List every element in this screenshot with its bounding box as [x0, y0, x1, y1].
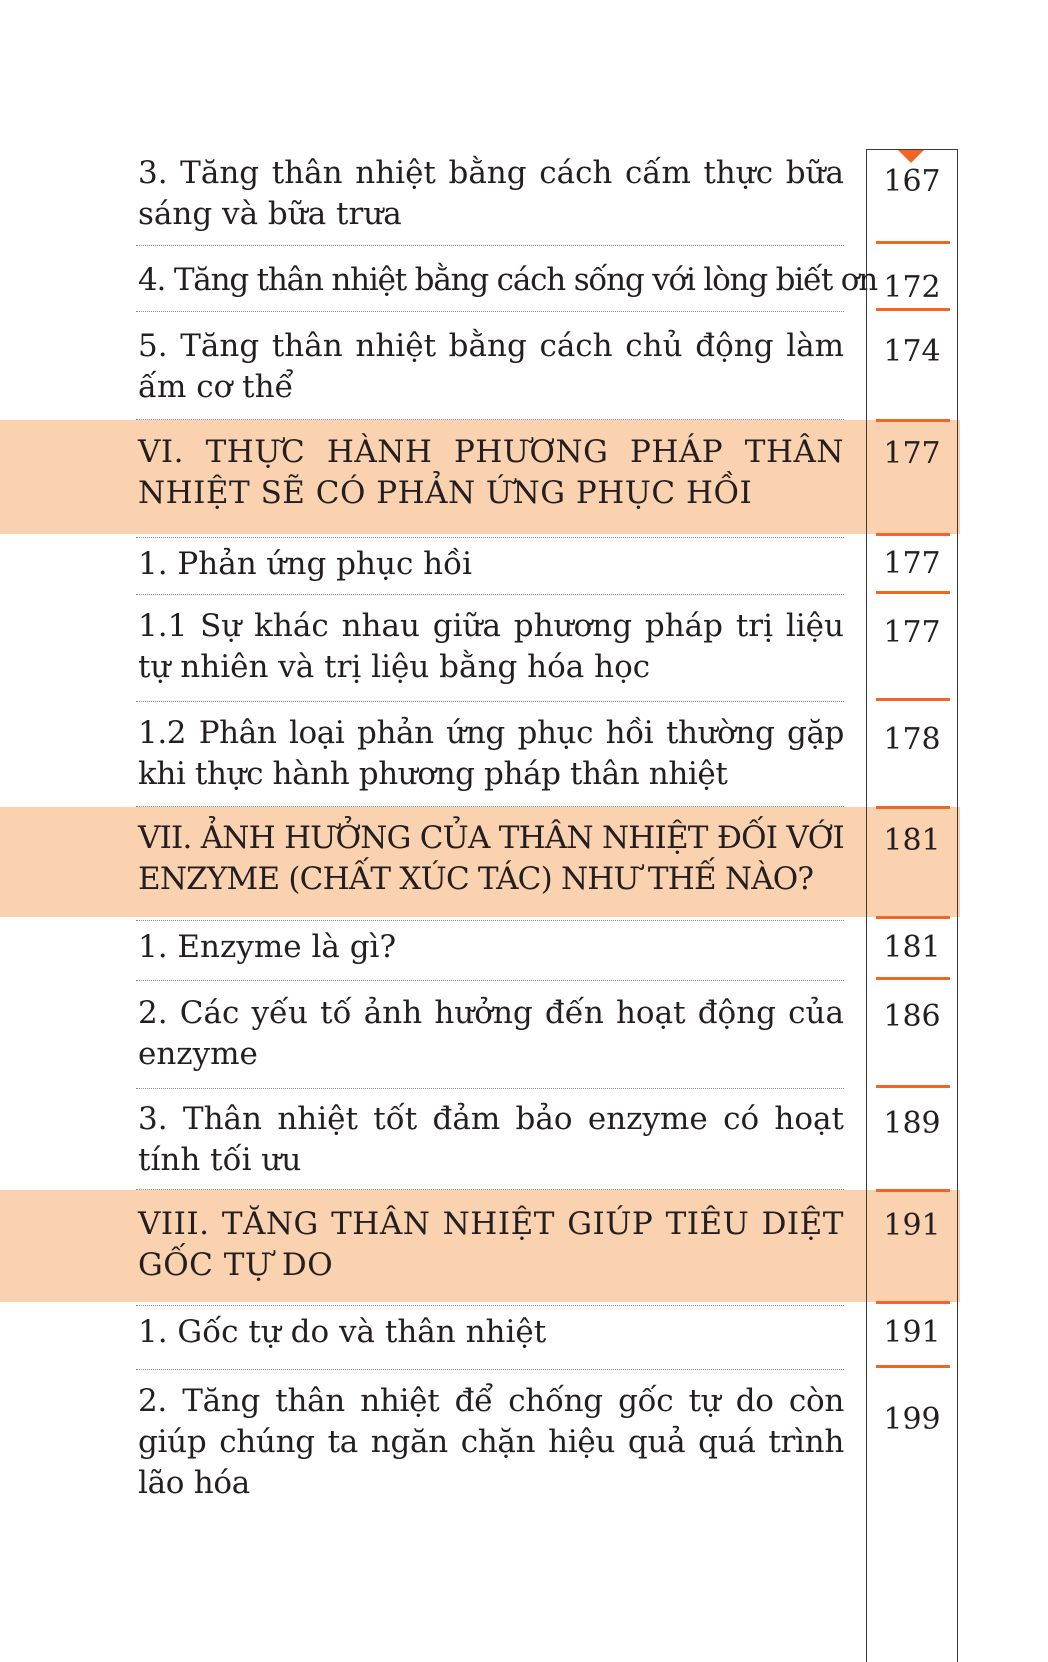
toc-entry[interactable]	[138, 1381, 844, 1504]
entry-divider	[136, 245, 844, 246]
toc-section[interactable]	[138, 432, 844, 514]
toc-entry-page[interactable]: 172	[883, 270, 941, 305]
page-divider	[876, 916, 950, 919]
toc-section[interactable]	[138, 1204, 844, 1286]
entry-divider	[136, 537, 844, 538]
page-divider	[876, 241, 950, 244]
toc-entry[interactable]	[138, 993, 844, 1075]
page-divider	[876, 1365, 950, 1368]
toc-entry-page[interactable]: 199	[883, 1402, 941, 1437]
toc-entry-title: 5. Tăng thân nhiệt bằng cách chủ động làm ấm cơ thể	[138, 328, 844, 405]
page-divider	[876, 308, 950, 311]
toc-section-title: VII. ẢNH HƯỞNG CỦA THÂN NHIỆT ĐỐI VỚI ENZYME (CHẤT XÚC TÁC) NHƯ THẾ NÀO?	[138, 820, 844, 897]
toc-entry-title: 3. Tăng thân nhiệt bằng cách cấm thực bữa sáng và bữa trưa	[138, 155, 844, 232]
toc-entry-title: 1. Phản ứng phục hồi	[138, 546, 473, 582]
toc-entry[interactable]	[138, 326, 844, 408]
page-divider	[876, 806, 950, 809]
page-divider	[876, 1301, 950, 1304]
toc-entry[interactable]	[138, 606, 844, 688]
toc-entry[interactable]	[138, 1312, 844, 1353]
toc-entry-page[interactable]: 177	[883, 436, 941, 471]
toc-entry-title: 2. Các yếu tố ảnh hưởng đến hoạt động của enzyme	[138, 995, 844, 1072]
toc-entry-page[interactable]: 177	[883, 546, 941, 581]
toc-entry[interactable]	[138, 260, 877, 301]
entry-divider	[136, 1088, 844, 1089]
page-divider	[876, 698, 950, 701]
entry-divider	[136, 1305, 844, 1306]
page-divider	[876, 977, 950, 980]
toc-entry[interactable]	[138, 1099, 844, 1181]
toc-entry[interactable]	[138, 927, 844, 968]
toc-entry-page[interactable]: 181	[883, 930, 941, 965]
toc-entry-page[interactable]: 174	[883, 334, 941, 369]
toc-entry-page[interactable]: 181	[883, 823, 941, 858]
toc-entry-title: 1.1 Sự khác nhau giữa phương pháp trị liệu tự nhiên và trị liệu bằng hóa học	[138, 608, 844, 685]
page-divider	[876, 533, 950, 536]
entry-divider	[136, 920, 844, 921]
toc-entry-page[interactable]: 167	[883, 164, 941, 199]
toc-section-title: VI. THỰC HÀNH PHƯƠNG PHÁP THÂN NHIỆT SẼ CÓ PHẢN ỨNG PHỤC HỒI	[138, 434, 844, 511]
entry-divider	[136, 701, 844, 702]
entry-divider	[136, 594, 844, 595]
toc-entry[interactable]	[138, 544, 844, 585]
entry-divider	[136, 311, 844, 312]
toc-entry-page[interactable]: 177	[883, 615, 941, 650]
toc-entry-title: 3. Thân nhiệt tốt đảm bảo enzyme có hoạt tính tối ưu	[138, 1101, 844, 1178]
toc-entry-title: 1. Enzyme là gì?	[138, 929, 397, 965]
toc-entry-page[interactable]: 189	[883, 1106, 941, 1141]
toc-entry-page[interactable]: 186	[883, 999, 941, 1034]
entry-divider	[136, 1369, 844, 1370]
chevron-down-icon	[898, 150, 924, 163]
toc-entry-page[interactable]: 191	[883, 1208, 941, 1243]
page-divider	[876, 1189, 950, 1192]
toc-entry[interactable]	[138, 153, 844, 235]
entry-divider	[136, 419, 844, 420]
entry-divider	[136, 980, 844, 981]
toc-section-title: VIII. TĂNG THÂN NHIỆT GIÚP TIÊU DIỆT GỐC TỰ DO	[138, 1206, 844, 1283]
toc-entry-title: 1. Gốc tự do và thân nhiệt	[138, 1314, 547, 1350]
page-divider	[876, 1085, 950, 1088]
toc-entry-title: 1.2 Phân loại phản ứng phục hồi thường gặp khi thực hành phương pháp thân nhiệt	[138, 715, 844, 792]
toc-entry[interactable]	[138, 713, 844, 795]
page-divider	[876, 591, 950, 594]
toc-entry-page[interactable]: 178	[883, 722, 941, 757]
toc-entry-title: 4. Tăng thân nhiệt bằng cách sống với lòng biết ơn	[138, 262, 877, 298]
page-divider	[876, 419, 950, 422]
toc-entry-title: 2. Tăng thân nhiệt để chống gốc tự do còn giúp chúng ta ngăn chặn hiệu quả quá trình lão hóa	[138, 1383, 844, 1501]
toc-entry-page[interactable]: 191	[883, 1315, 941, 1350]
toc-section[interactable]	[138, 818, 844, 900]
entry-divider	[136, 806, 844, 807]
entry-divider	[136, 1189, 844, 1190]
